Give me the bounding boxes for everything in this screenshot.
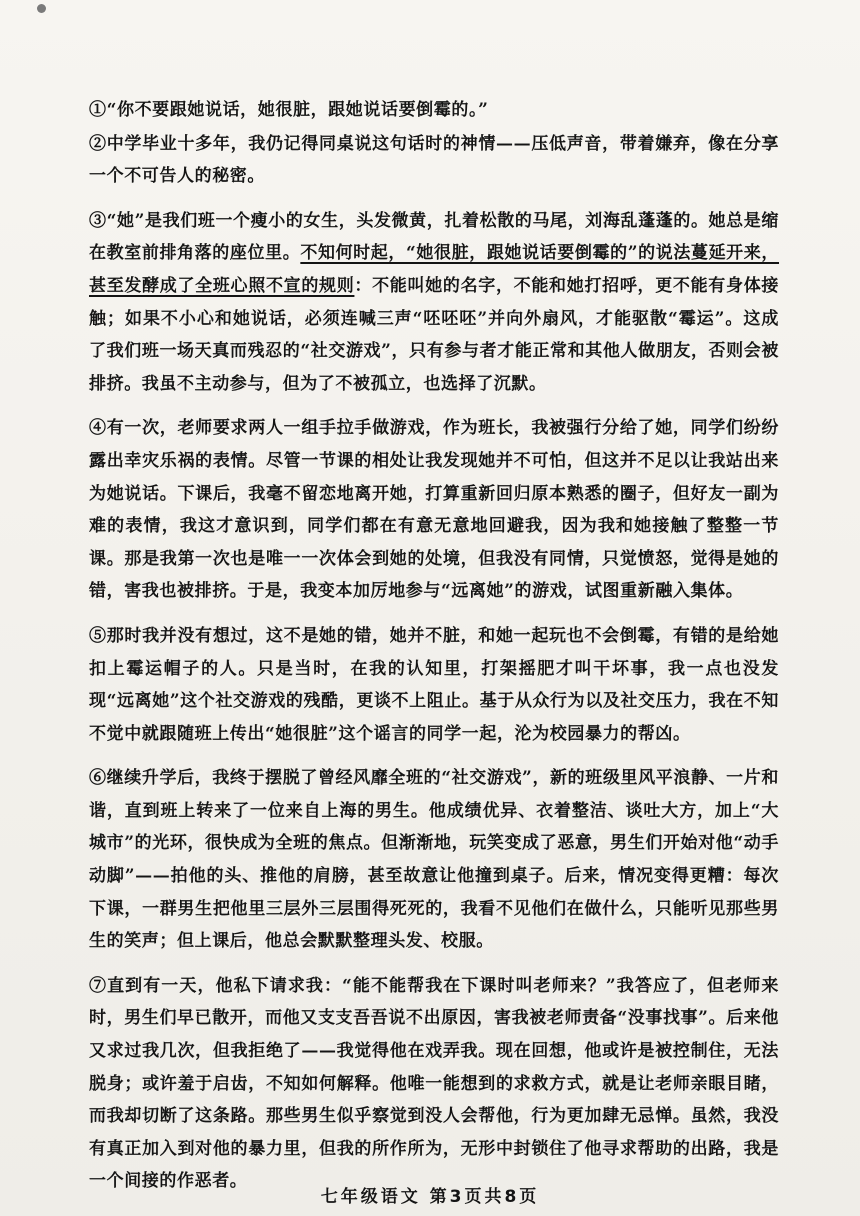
article-body [89, 94, 779, 1198]
paragraph-6: ⑥继续升学后，我终于摆脱了曾经风靡全班的“社交游戏”，新的班级里风平浪静、一片和谐，直到班上转来了一位来自上海的男生。他成绩优异、衣着整洁、谈吐大方，加上“大城市”的光环，很快成为全班的焦点。但渐渐地，玩笑变成了恶意，男生们开始对他“动手动脚”——拍他的头、推他的肩膀，甚至故意让他撞到桌子。后来，情况变得更糟：每次下课，一群男生把他里三层外三层围得死死的，我看不见他们在做什么，只能听见那些男生的笑声；但上课后，他总会默默整理头发、校服。 [89, 768, 779, 952]
underlined-sentence: 不知何时起，“她很脏，跟她说话要倒霉的”的说法蔓延开来，甚至发酵成了全班心照不宣的规则 [89, 243, 780, 296]
page-footer: 七年级语文 第3页共8页 [320, 1187, 540, 1207]
paragraph-5: ⑤那时我并没有想过，这不是她的错，她并不脏，和她一起玩也不会倒霉，有错的是给她扣上霉运帽子的人。只是当时，在我的认知里，打架摇肥才叫干坏事，我一点也没发现“远离她”这个社交游戏的残酷，更谈不上阻止。基于从众行为以及社交压力，我在不知不觉中就跟随班上传出“她很脏”这个谣言的同学一起，沦为校园暴力的帮凶。 [89, 625, 779, 744]
paragraph-1: ①“你不要跟她说话，她很脏，跟她说话要倒霉的。” [89, 100, 489, 120]
paragraph-3 [89, 205, 779, 401]
paragraph-4: ④有一次，老师要求两人一组手拉手做游戏，作为班长，我被强行分给了她，同学们纷纷露出幸灾乐祸的表情。尽管一节课的相处让我发现她并不可怕，但这并不足以让我站出来为她说话。下课后，我毫不留恋地离开她，打算重新回归原本熟悉的圈子，但好友一副为难的表情，我这才意识到，同学们都在有意无意地回避我，因为我和她接触了整整一节课。那是我第一次也是唯一一次体会到她的处境，但我没有同情，只觉愤怒，觉得是她的错，害我也被排挤。于是，我变本加厉地参与“远离她”的游戏，试图重新融入集体。 [89, 418, 779, 602]
scan-speck [37, 4, 46, 13]
paragraph-3-lead: ③“她”是我们班一个瘦小的女生，头发微黄，扎着松散的马尾，刘海乱蓬蓬的。她总是缩在教室前排角落的座位里。 [89, 210, 779, 264]
paragraph-3-rest: ：不能叫她的名字，不能和她打招呼，更不能有身体接触；如果不小心和她说话，必须连喊三声“呸呸呸”并向外扇风，才能驱散“霉运”。这成了我们班一场天真而残忍的“社交游戏”，只有参与者才能正常和其他人做朋友，否则会被排挤。我虽不主动参与，但为了不被孤立，也选择了沉默。 [89, 275, 779, 394]
paragraph-2: ②中学毕业十多年，我仍记得同桌说这句话时的神情——压低声音，带着嫌弃，像在分享一个不可告人的秘密。 [89, 133, 779, 187]
paragraph-7: ⑦直到有一天，他私下请求我：“能不能帮我在下课时叫老师来？”我答应了，但老师来时，男生们早已散开，而他又支支吾吾说不出原因，害我被老师责备“没事找事”。后来他又求过我几次，但我拒绝了——我觉得他在戏弄我。现在回想，他或许是被控制住，无法脱身；或许羞于启齿，不知如何解释。他唯一能想到的求救方式，就是让老师亲眼目睹，而我却切断了这条路。那些男生似乎察觉到没人会帮他，行为更加肆无忌惮。虽然，我没有真正加入到对他的暴力里，但我的所作所为，无形中封锁住了他寻求帮助的出路，我是一个间接的作恶者。 [89, 975, 779, 1192]
